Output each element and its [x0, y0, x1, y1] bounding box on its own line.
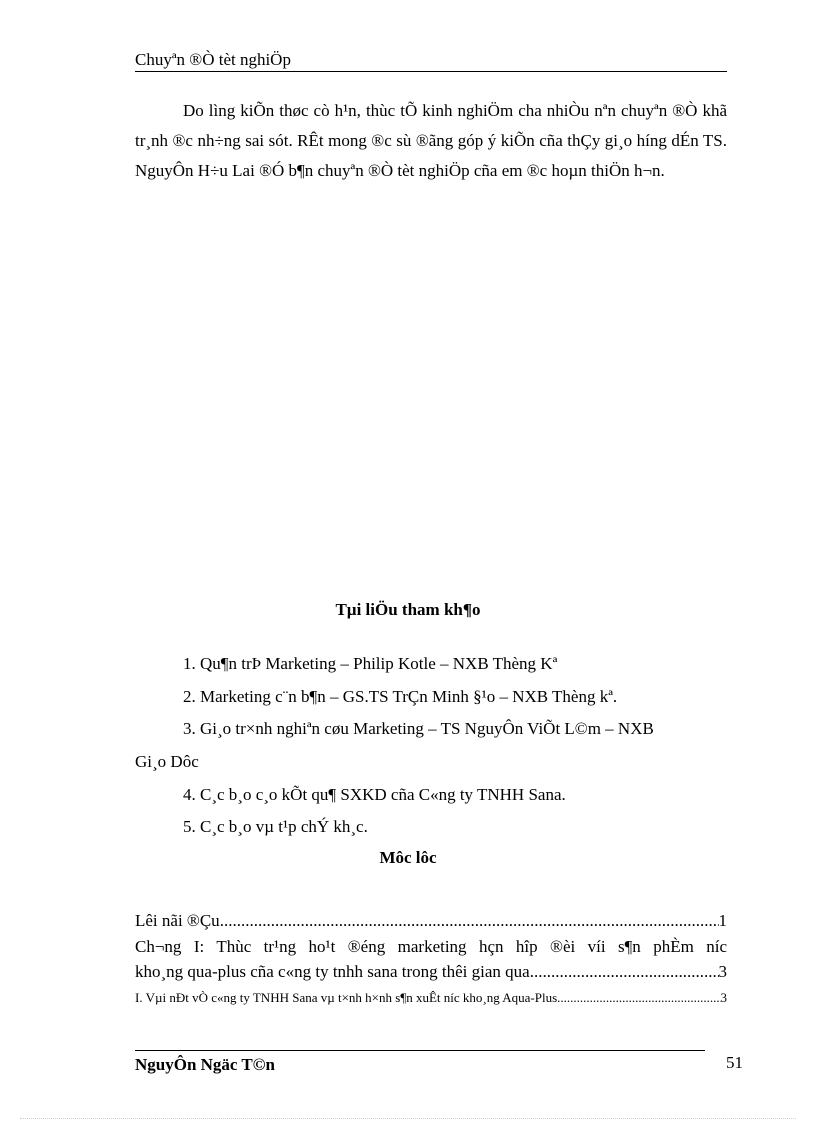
references-title: Tµi liÖu tham kh¶o: [335, 600, 481, 619]
toc-entry-page: 1: [718, 911, 727, 930]
toc-entry: [135, 911, 727, 931]
footer-rule: [135, 1050, 705, 1051]
page-number: 51: [726, 1053, 743, 1072]
toc-entry-text: Lêi nãi ®Çu: [135, 911, 220, 930]
toc-entry: Ch¬ng I: Thùc tr¹ng ho¹t ®éng marketing hçn hîp ®èi víi s¶n phÈm níc: [135, 937, 727, 956]
running-header: Chuyªn ®Ò tèt nghiÖp: [135, 50, 291, 69]
closing-paragraph: Do lìng kiÕn thøc cò h¹n, thùc tÕ kinh nghiÖm cha nhiÒu nªn chuyªn ®Ò khã tr¸nh ®c nh÷ng sai sót. RÊt mong ®c sù ®ãng góp ý kiÕn cña thÇy gi¸o híng dÉn TS. NguyÔn H÷u Lai ®Ó b¶n chuyªn ®Ò tèt nghiÖp cña em ®c hoµn thiÖn h¬n.: [135, 101, 727, 180]
reference-item: 4. C¸c b¸o c¸o kÕt qu¶ SXKD cña C«ng ty TNHH Sana.: [183, 785, 566, 804]
toc-entry: [135, 990, 727, 1006]
toc-entry: [135, 962, 727, 982]
toc-entry-text: I. Vµi nÐt vÒ c«ng ty TNHH Sana vµ t×nh h×nh s¶n xuÊt níc kho¸ng Aqua-Plus: [135, 990, 558, 1005]
reference-item: 3. Gi¸o tr×nh nghiªn cøu Marketing – TS NguyÔn ViÕt L©m – NXB: [183, 719, 654, 738]
toc-leader: [557, 990, 720, 1006]
toc-title: Môc lôc: [379, 848, 437, 867]
header-rule: [135, 71, 727, 72]
reference-item-continuation: Gi¸o Dôc: [135, 752, 199, 771]
page-edge-dotted-line: [20, 1118, 796, 1119]
toc-leader: [530, 962, 719, 982]
toc-entry-text: kho¸ng qua-plus cña c«ng ty tnhh sana trong thêi gian qua: [135, 962, 530, 981]
reference-item: 5. C¸c b¸o vµ t¹p chÝ kh¸c.: [183, 817, 368, 836]
toc-leader: [220, 911, 719, 931]
reference-item: 1. Qu¶n trÞ Marketing – Philip Kotle – NXB Thèng Kª: [183, 654, 558, 673]
reference-item: 2. Marketing c¨n b¶n – GS.TS TrÇn Minh §¹o – NXB Thèng kª.: [183, 687, 618, 706]
toc-entry-page: 3: [718, 962, 727, 981]
footer-author: NguyÔn Ngäc T©n: [135, 1055, 275, 1074]
toc-entry-page: 3: [720, 990, 727, 1005]
